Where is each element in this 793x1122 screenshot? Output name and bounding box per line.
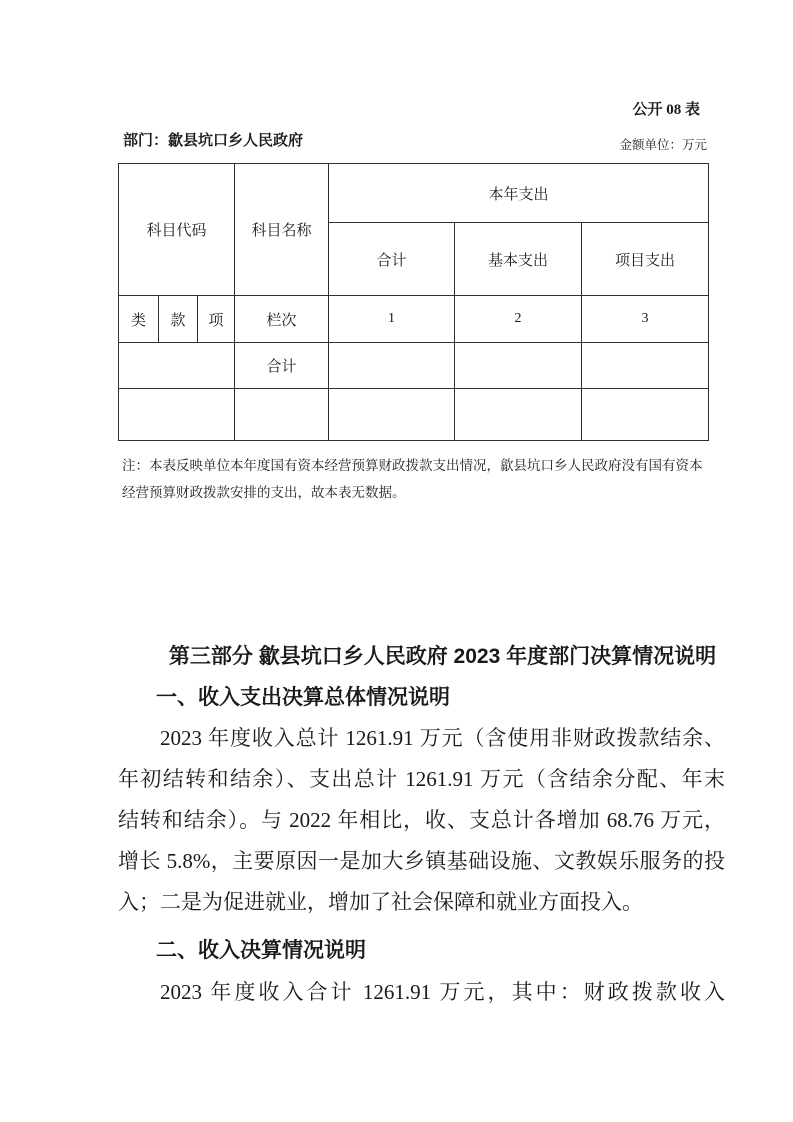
department-label: 部门：歙县坑口乡人民政府 — [123, 133, 304, 149]
paragraph-line: 2023 年度收入合计 1261.91 万元，其中：财政拨款收入 — [160, 980, 725, 1004]
cell-project-value — [582, 389, 709, 441]
header-subject-name: 科目名称 — [235, 164, 329, 296]
paragraph-line: 年初结转和结余）、支出总计 1261.91 万元（含结余分配、年末 — [118, 767, 725, 791]
table-note-line: 经营预算财政拨款安排的支出，故本表无数据。 — [122, 485, 406, 500]
table-row — [119, 343, 709, 389]
table-row — [119, 389, 709, 441]
cell-basic-value — [455, 343, 582, 389]
cell-section: 款 — [159, 296, 198, 343]
section-one-heading: 一、收入支出决算总体情况说明 — [156, 686, 450, 709]
section-two-heading: 二、收入决算情况说明 — [156, 939, 366, 962]
cell-total-value — [329, 389, 455, 441]
cell-basic-value — [455, 389, 582, 441]
header-project-expenditure: 项目支出 — [582, 223, 709, 296]
cell-total-value — [329, 343, 455, 389]
paragraph-line: 2023 年度收入总计 1261.91 万元（含使用非财政拨款结余、 — [160, 726, 725, 750]
table-row — [119, 164, 709, 223]
cell-col-number: 1 — [329, 296, 455, 343]
paragraph-line: 结转和结余）。与 2022 年相比，收、支总计各增加 68.76 万元， — [118, 808, 725, 832]
revenue-summary-paragraph — [118, 972, 725, 1013]
paragraph-line: 入；二是为促进就业，增加了社会保障和就业方面投入。 — [118, 890, 643, 914]
cell-col-number: 3 — [582, 296, 709, 343]
cell-column-label: 栏次 — [235, 296, 329, 343]
cell-code-empty — [119, 389, 235, 441]
header-total: 合计 — [329, 223, 455, 296]
header-year-expenditure: 本年支出 — [329, 164, 709, 223]
header-basic-expenditure: 基本支出 — [455, 223, 582, 296]
cell-name-empty — [235, 389, 329, 441]
cell-project-value — [582, 343, 709, 389]
cell-class: 类 — [119, 296, 159, 343]
expenditure-table — [118, 163, 709, 441]
table-note-line: 注：本表反映单位本年度国有资本经营预算财政拨款支出情况，歙县坑口乡人民政府没有国有资本 — [122, 458, 703, 473]
amount-unit-label: 金额单位：万元 — [619, 138, 707, 152]
cell-item: 项 — [198, 296, 235, 343]
header-subject-code: 科目代码 — [119, 164, 235, 296]
overall-summary-paragraph — [118, 718, 725, 923]
cell-total-label: 合计 — [235, 343, 329, 389]
part-three-title: 第三部分 歙县坑口乡人民政府 2023 年度部门决算情况说明 — [168, 645, 717, 668]
table-row — [119, 296, 709, 343]
public-table-code: 公开 08 表 — [632, 102, 700, 118]
cell-col-number: 2 — [455, 296, 582, 343]
cell-code-empty — [119, 343, 235, 389]
table-note — [122, 452, 703, 506]
paragraph-line: 增长 5.8%，主要原因一是加大乡镇基础设施、文教娱乐服务的投 — [118, 849, 725, 873]
